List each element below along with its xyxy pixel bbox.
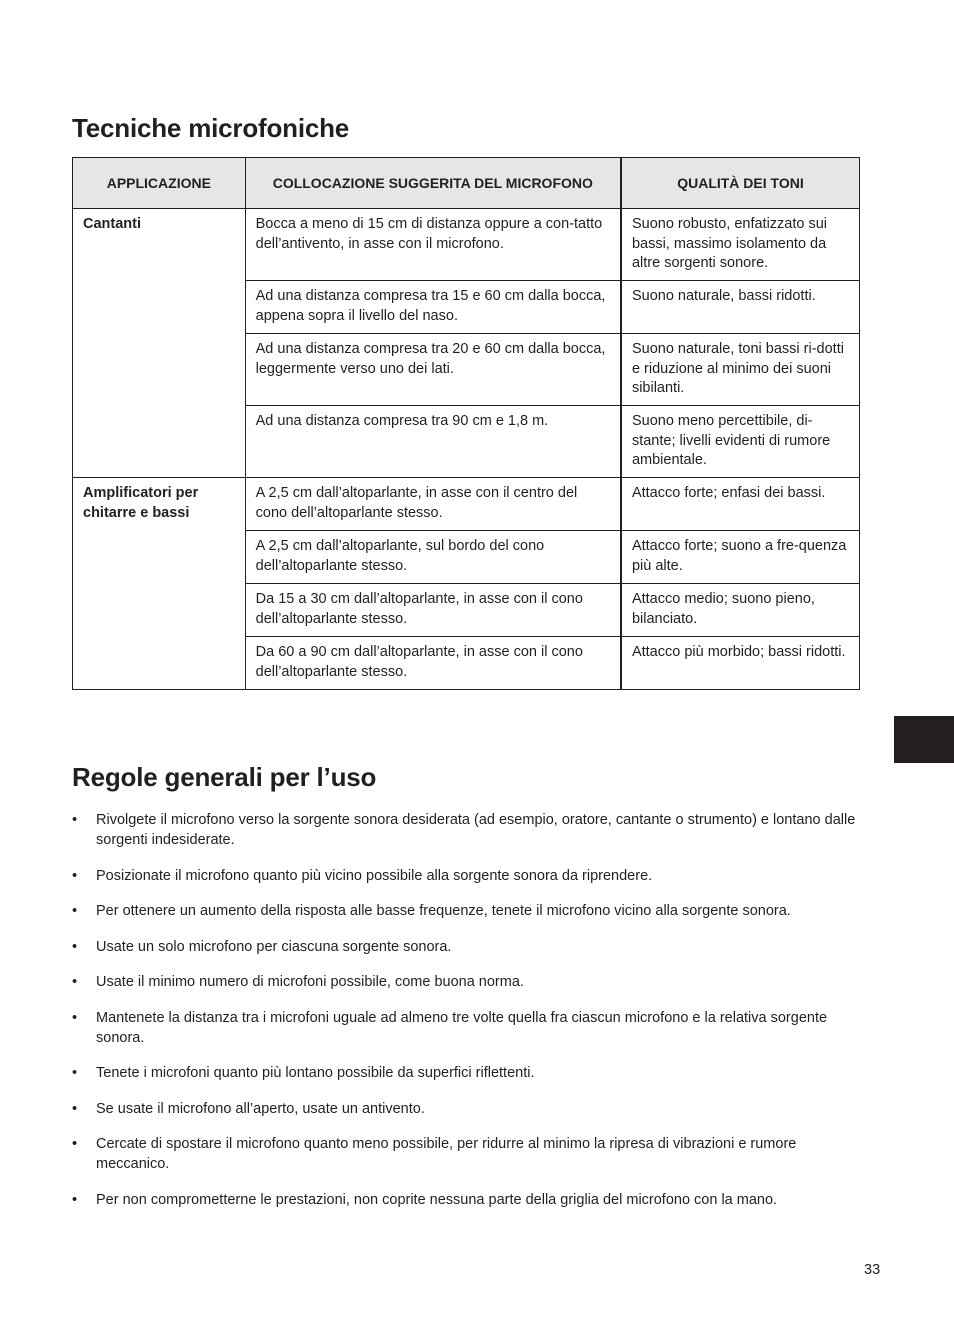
header-qualita: QUALITÀ DEI TONI [621, 158, 860, 209]
position-cell: A 2,5 cm dall’altoparlante, in asse con il centro del cono dell’altoparlante stesso. [245, 478, 621, 531]
page-number: 33 [864, 1262, 881, 1278]
position-cell: Bocca a meno di 15 cm di distanza oppure a con-tatto dell’antivento, in asse con il microfono. [245, 209, 621, 281]
bullet-icon: • [72, 867, 78, 884]
list-item-text: Mantenete la distanza tra i microfoni uguale ad almeno tre volte quella fra ciascun microfono e la relativa sorgente sonora. [96, 1009, 828, 1046]
list-item-text: Per non comprometterne le prestazioni, non coprite nessuna parte della griglia del microfono con la mano. [96, 1191, 778, 1208]
list-item [72, 1008, 862, 1048]
bullet-icon: • [72, 1009, 78, 1026]
quality-cell: Suono meno percettibile, di-stante; livelli evidenti di rumore ambientale. [621, 406, 860, 478]
table-row [73, 478, 860, 531]
list-item-text: Cercate di spostare il microfono quanto meno possibile, per ridurre al minimo la ripresa di vibrazioni e rumore meccanico. [96, 1136, 797, 1172]
position-cell: Ad una distanza compresa tra 15 e 60 cm dalla bocca, appena sopra il livello del naso. [245, 281, 621, 334]
header-applicazione: APPLICAZIONE [73, 158, 246, 209]
list-item [72, 866, 862, 886]
section-side-tab [894, 716, 954, 763]
list-item [72, 1190, 862, 1210]
microphone-techniques-table [72, 157, 860, 690]
list-item [72, 1134, 862, 1174]
bullet-icon: • [72, 974, 78, 990]
table-header-row [73, 158, 860, 209]
list-item-text: Posizionate il microfono quanto più vicino possibile alla sorgente sonora da riprendere. [96, 867, 653, 884]
position-cell: A 2,5 cm dall’altoparlante, sul bordo del cono dell’altoparlante stesso. [245, 531, 621, 584]
header-collocazione: COLLOCAZIONE SUGGERITA DEL MICROFONO [245, 158, 621, 209]
list-item [72, 1063, 862, 1083]
list-item-text: Usate un solo microfono per ciascuna sorgente sonora. [96, 938, 452, 955]
list-item-text: Se usate il microfono all’aperto, usate un antivento. [96, 1100, 425, 1117]
bullet-icon: • [72, 903, 78, 919]
list-item [72, 901, 862, 921]
list-item-text: Rivolgete il microfono verso la sorgente sonora desiderata (ad esempio, oratore, cantante o strumento) e lontano dalle sorgenti indesiderate. [96, 812, 856, 848]
quality-cell: Attacco forte; enfasi dei bassi. [621, 478, 860, 531]
table-row [73, 209, 860, 281]
quality-cell: Suono naturale, bassi ridotti. [621, 281, 860, 334]
bullet-icon: • [72, 1136, 78, 1152]
rules-list [72, 810, 862, 1225]
list-item [72, 810, 862, 850]
bullet-icon: • [72, 1191, 78, 1208]
bullet-icon: • [72, 812, 78, 828]
list-item [72, 1099, 862, 1119]
list-item [72, 937, 862, 957]
position-cell: Da 60 a 90 cm dall’altoparlante, in asse con il cono dell’altoparlante stesso. [245, 637, 621, 690]
quality-cell: Suono naturale, toni bassi ri-dotti e riduzione al minimo dei suoni sibilanti. [621, 334, 860, 406]
application-cell: Amplificatori per chitarre e bassi [73, 478, 246, 690]
position-cell: Ad una distanza compresa tra 20 e 60 cm dalla bocca, leggermente verso uno dei lati. [245, 334, 621, 406]
quality-cell: Attacco forte; suono a fre-quenza più alte. [621, 531, 860, 584]
quality-cell: Attacco più morbido; bassi ridotti. [621, 637, 860, 690]
list-item-text: Tenete i microfoni quanto più lontano possibile da superfici riflettenti. [96, 1065, 535, 1081]
bullet-icon: • [72, 938, 78, 955]
list-item [72, 972, 862, 992]
position-cell: Da 15 a 30 cm dall’altoparlante, in asse con il cono dell’altoparlante stesso. [245, 584, 621, 637]
application-cell: Cantanti [73, 209, 246, 478]
position-cell: Ad una distanza compresa tra 90 cm e 1,8 m. [245, 406, 621, 478]
section-title-tecniche: Tecniche microfoniche [72, 113, 350, 143]
quality-cell: Attacco medio; suono pieno, bilanciato. [621, 584, 860, 637]
bullet-icon: • [72, 1100, 78, 1117]
quality-cell: Suono robusto, enfatizzato sui bassi, massimo isolamento da altre sorgenti sonore. [621, 209, 860, 281]
bullet-icon: • [72, 1065, 78, 1081]
list-item-text: Usate il minimo numero di microfoni possibile, come buona norma. [96, 974, 524, 990]
section-title-regole: Regole generali per l’uso [72, 762, 377, 792]
list-item-text: Per ottenere un aumento della risposta alle basse frequenze, tenete il microfono vicino alla sorgente sonora. [96, 903, 791, 919]
